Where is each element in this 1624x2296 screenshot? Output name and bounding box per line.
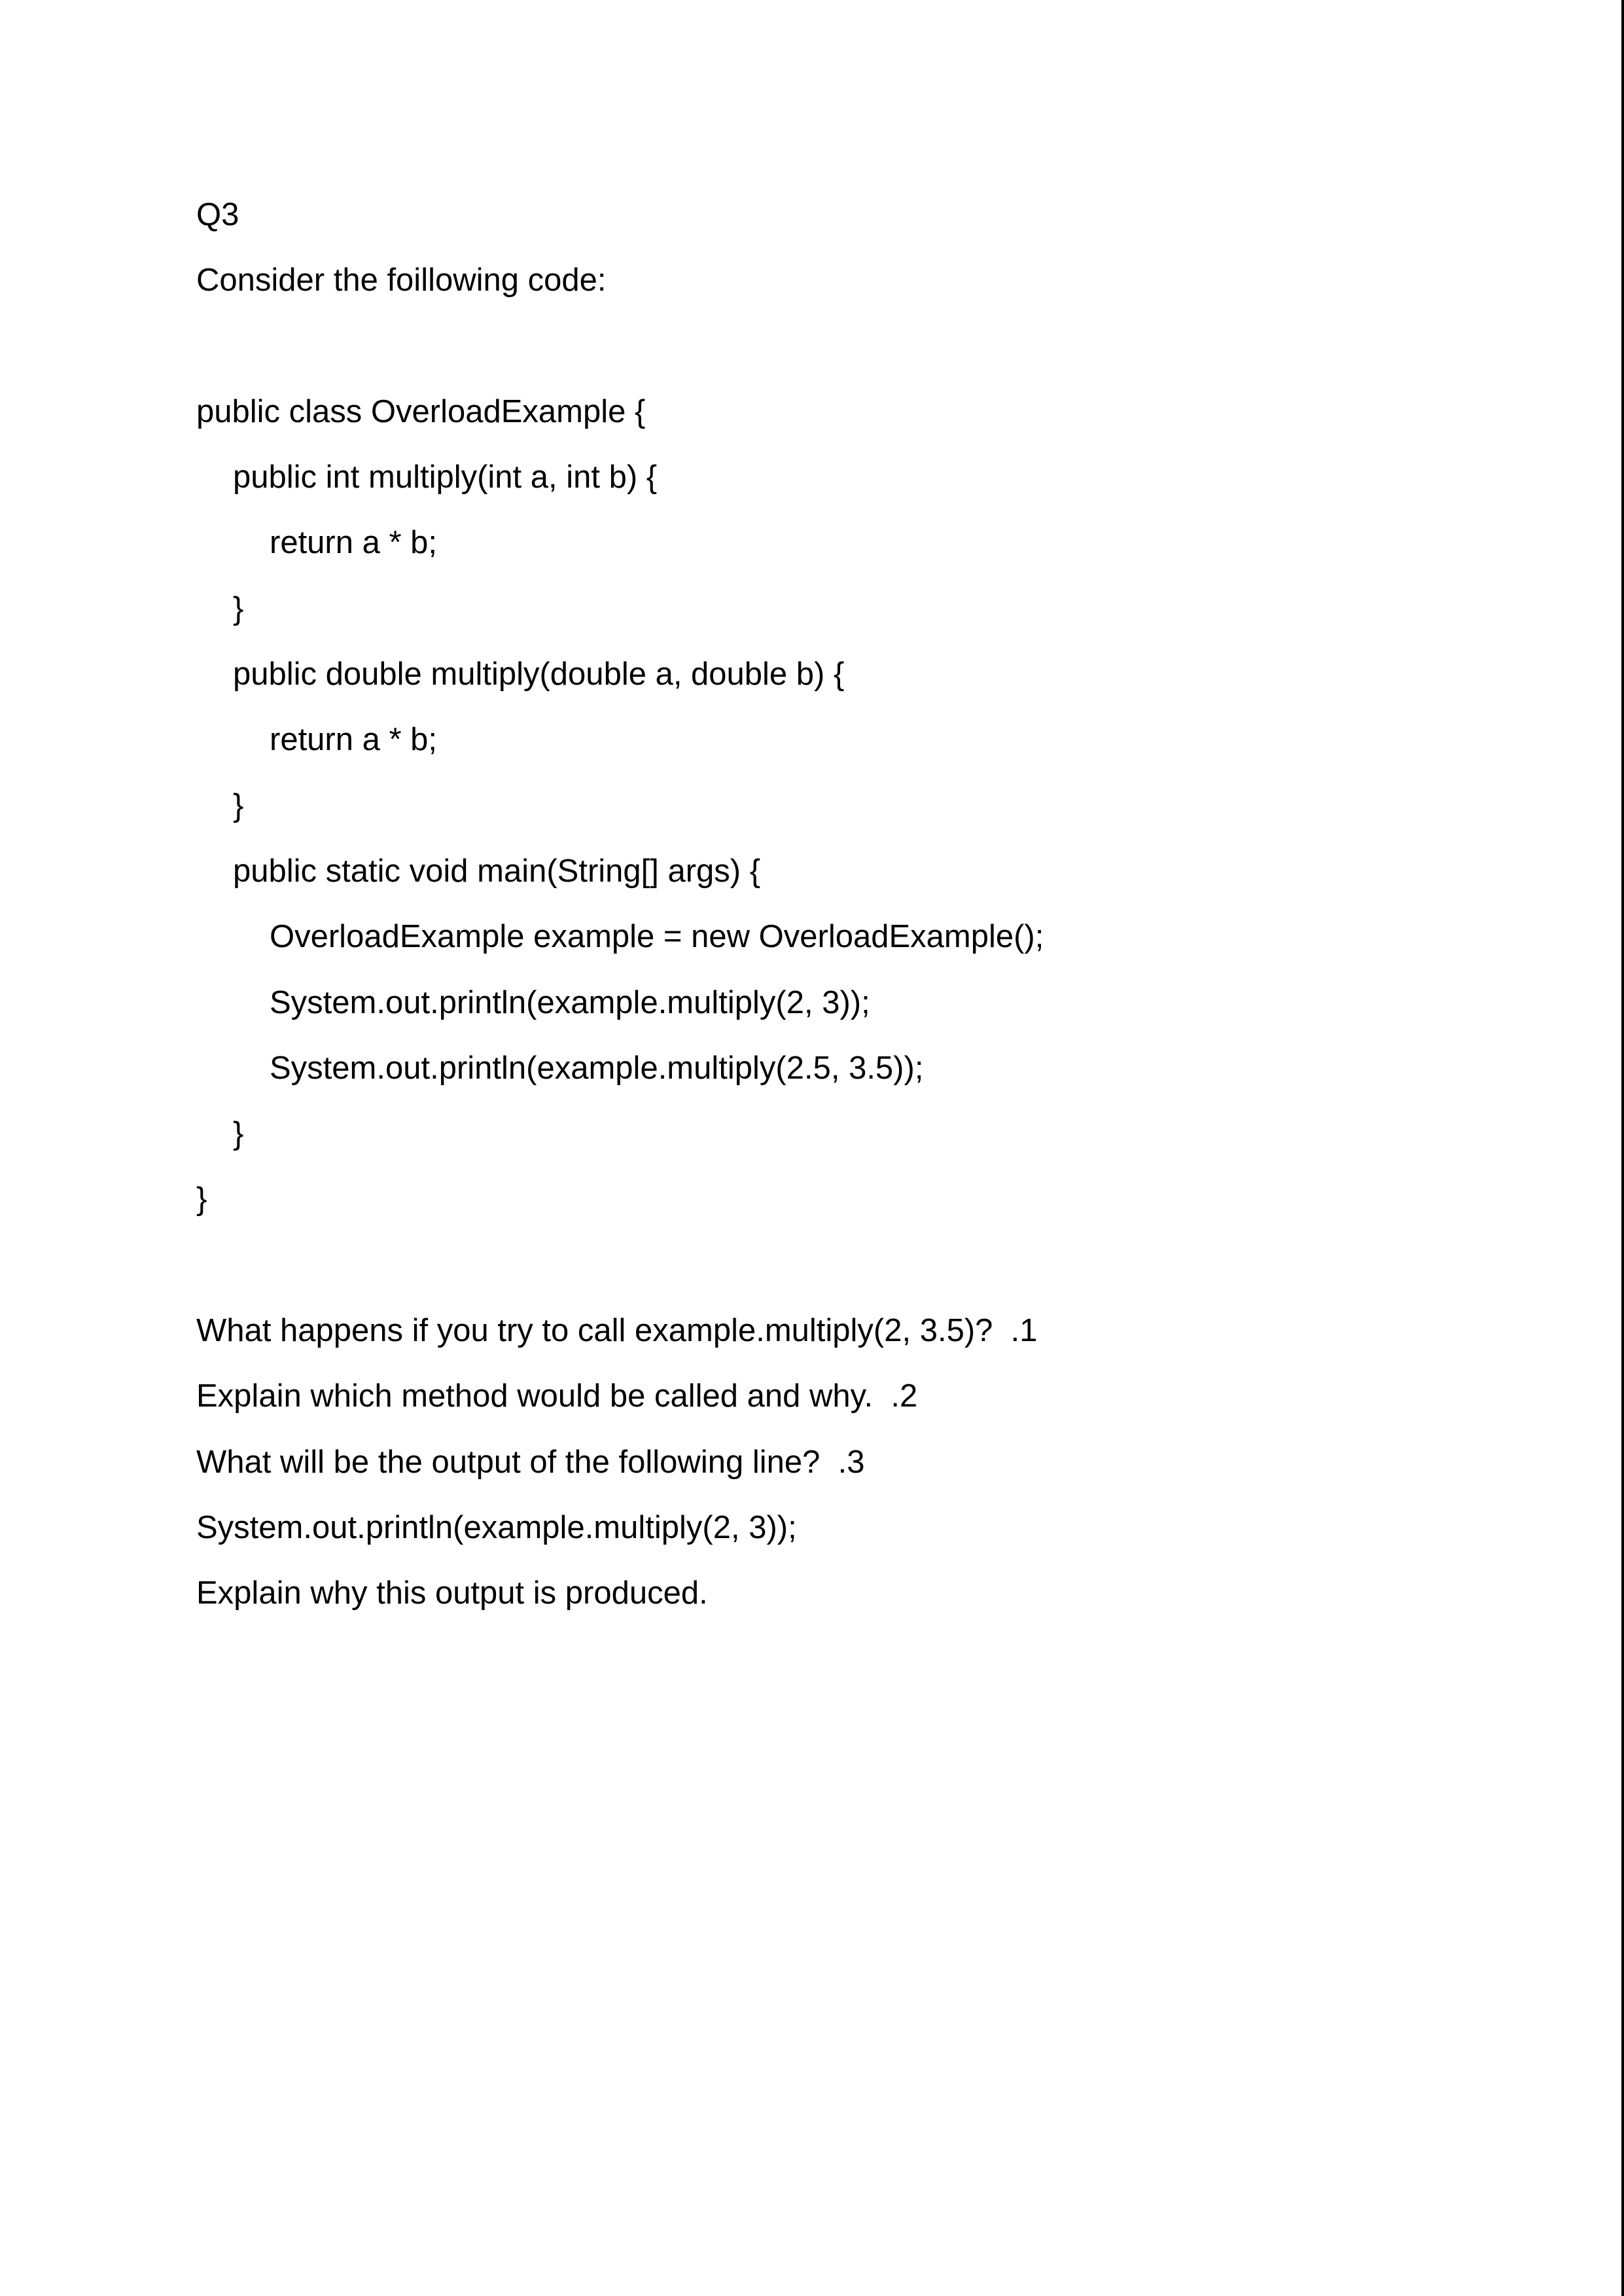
code-line: } <box>233 1116 244 1152</box>
code-line: public class OverloadExample { <box>196 393 646 429</box>
blank-line <box>196 1232 1044 1298</box>
document-body <box>196 182 1044 1626</box>
code-line: public double multiply(double a, double b) { <box>233 656 845 692</box>
code-line: System.out.println(example.multiply(2.5, 3.5)); <box>270 1050 924 1086</box>
code-line: public static void main(String[] args) { <box>233 853 761 889</box>
blank-line <box>196 314 1044 379</box>
code-block <box>196 379 1044 1232</box>
question-code-line: System.out.println(example.multiply(2, 3)); <box>196 1509 797 1545</box>
code-line: } <box>233 590 244 626</box>
code-line: public int multiply(int a, int b) { <box>233 459 658 495</box>
code-line: return a * b; <box>270 722 438 758</box>
code-line: } <box>233 787 244 823</box>
page-edge-border <box>1621 0 1624 2296</box>
questions-list <box>196 1298 1044 1626</box>
question-item: What will be the output of the following line? .3 <box>196 1444 865 1480</box>
intro-text: Consider the foillowing code: <box>196 262 607 298</box>
question-item: What happens if you try to call example.multiply(2, 3.5)? .1 <box>196 1313 1038 1349</box>
code-line: OverloadExample example = new OverloadExample(); <box>270 919 1044 955</box>
question-item: Explain which method would be called and why. .2 <box>196 1378 918 1414</box>
code-line: } <box>196 1181 207 1217</box>
code-line: System.out.println(example.multiply(2, 3)); <box>270 984 870 1020</box>
question-label: Q3 <box>196 197 239 232</box>
code-line: return a * b; <box>270 525 438 561</box>
question-item: Explain why this output is produced. <box>196 1575 708 1611</box>
